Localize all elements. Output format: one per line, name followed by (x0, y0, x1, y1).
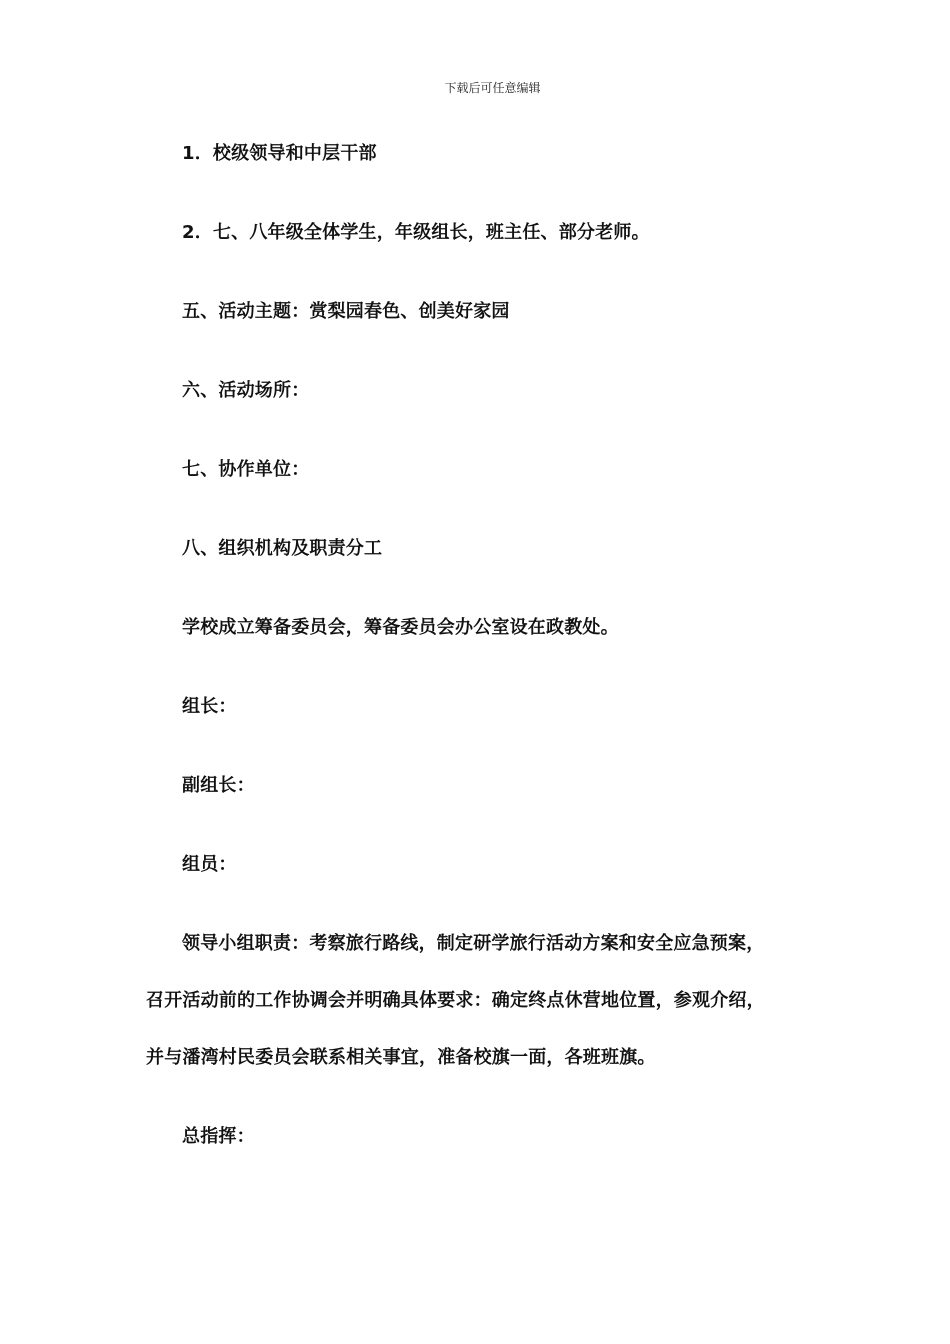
group-members: 组员： (182, 854, 237, 875)
duties-paragraph-line-2: 召开活动前的工作协调会并明确具体要求：确定终点休营地位置，参观介绍， (146, 990, 765, 1011)
committee-statement: 学校成立筹备委员会，筹备委员会办公室设在政教处。 (182, 617, 619, 638)
duties-paragraph-line-1: 领导小组职责：考察旅行路线，制定研学旅行活动方案和安全应急预案， (182, 933, 765, 954)
participants-item-2: 2．七、八年级全体学生，年级组长，班主任、部分老师。 (182, 222, 650, 243)
section-heading-organization: 八、组织机构及职责分工 (182, 538, 383, 559)
group-leader: 组长： (182, 696, 237, 717)
participants-item-1: 1．校级领导和中层干部 (182, 143, 377, 164)
page-header: 下载后可任意编辑 (444, 81, 541, 95)
chief-commander: 总指挥： (182, 1126, 255, 1147)
duties-paragraph-line-3: 并与潘湾村民委员会联系相关事宜，准备校旗一面，各班班旗。 (146, 1047, 656, 1068)
activity-theme: 五、活动主题：赏梨园春色、创美好家园 (182, 301, 510, 322)
cooperating-unit: 七、协作单位： (182, 459, 310, 480)
deputy-group-leader: 副组长： (182, 775, 255, 796)
activity-venue: 六、活动场所： (182, 380, 310, 401)
